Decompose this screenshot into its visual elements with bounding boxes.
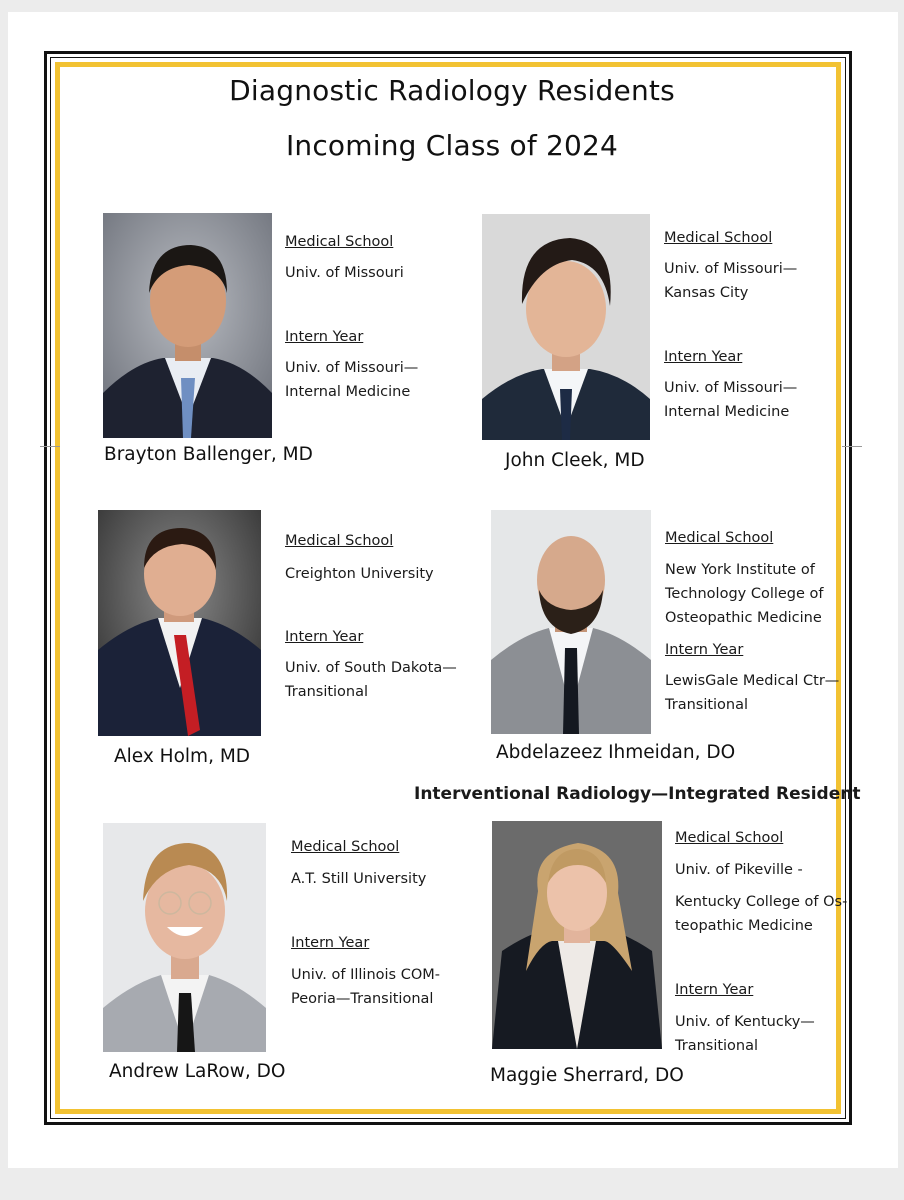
intern-year-value: Transitional (665, 697, 749, 713)
fold-line-right (842, 446, 862, 447)
intern-year-value: Univ. of Illinois COM- (291, 967, 440, 983)
intern-year-value: Univ. of Kentucky— (675, 1014, 815, 1030)
intern-year-value: Internal Medicine (664, 404, 790, 420)
resident-photo-ballenger (103, 213, 272, 438)
resident-info-cleek (664, 226, 797, 424)
intern-year-value: Peoria—Transitional (291, 991, 434, 1007)
intern-year-value: Internal Medicine (285, 384, 411, 400)
intern-year-label: Intern Year (675, 982, 754, 998)
resident-photo-holm (98, 510, 261, 736)
medical-school-label: Medical School (291, 839, 400, 855)
medical-school-value: Technology College of (665, 586, 824, 602)
medical-school-value: New York Institute of (665, 562, 815, 578)
resident-photo-larow (103, 823, 266, 1052)
intern-year-label: Intern Year (665, 642, 744, 658)
resident-info-larow (291, 835, 440, 1011)
medical-school-label: Medical School (675, 830, 784, 846)
page-title: Diagnostic Radiology Residents (229, 74, 675, 107)
medical-school-label: Medical School (285, 533, 394, 549)
section-heading-interventional: Interventional Radiology—Integrated Resident (414, 784, 861, 804)
page-subtitle: Incoming Class of 2024 (285, 129, 619, 162)
intern-year-value: Univ. of South Dakota— (285, 660, 457, 676)
medical-school-label: Medical School (664, 230, 773, 246)
resident-name: John Cleek, MD (505, 450, 645, 471)
medical-school-label: Medical School (665, 530, 774, 546)
intern-year-label: Intern Year (291, 935, 370, 951)
medical-school-value: Univ. of Pikeville - (675, 862, 803, 878)
resident-name: Maggie Sherrard, DO (490, 1065, 684, 1086)
resident-name: Brayton Ballenger, MD (104, 444, 313, 465)
resident-photo-ihmeidan (491, 510, 651, 734)
intern-year-label: Intern Year (285, 329, 364, 345)
resident-info-holm (285, 529, 457, 704)
resident-name: Alex Holm, MD (114, 746, 251, 767)
intern-year-value: Univ. of Missouri— (285, 360, 419, 376)
medical-school-value: Osteopathic Medicine (665, 610, 822, 626)
intern-year-value: Transitional (675, 1038, 759, 1054)
resident-name: Abdelazeez Ihmeidan, DO (496, 742, 736, 763)
intern-year-value: LewisGale Medical Ctr— (665, 673, 840, 689)
intern-year-label: Intern Year (664, 349, 743, 365)
resident-info-sherrard (675, 826, 847, 1058)
intern-year-value: Transitional (285, 684, 369, 700)
medical-school-value: Univ. of Missouri— (664, 261, 798, 277)
medical-school-value: A.T. Still University (291, 871, 427, 887)
fold-line-left (40, 446, 60, 447)
resident-photo-cleek (482, 214, 650, 440)
resident-info-ballenger (285, 230, 418, 404)
intern-year-value: Univ. of Missouri— (664, 380, 798, 396)
medical-school-value: Kentucky College of Os- (675, 894, 848, 910)
medical-school-value: Creighton University (285, 566, 434, 582)
medical-school-label: Medical School (285, 234, 394, 250)
resident-name: Andrew LaRow, DO (109, 1061, 286, 1082)
intern-year-label: Intern Year (285, 629, 364, 645)
medical-school-value: Univ. of Missouri (285, 265, 404, 281)
medical-school-value: Kansas City (664, 285, 749, 301)
resident-info-ihmeidan (665, 526, 839, 717)
medical-school-value: teopathic Medicine (675, 918, 813, 934)
resident-photo-sherrard (492, 821, 662, 1049)
